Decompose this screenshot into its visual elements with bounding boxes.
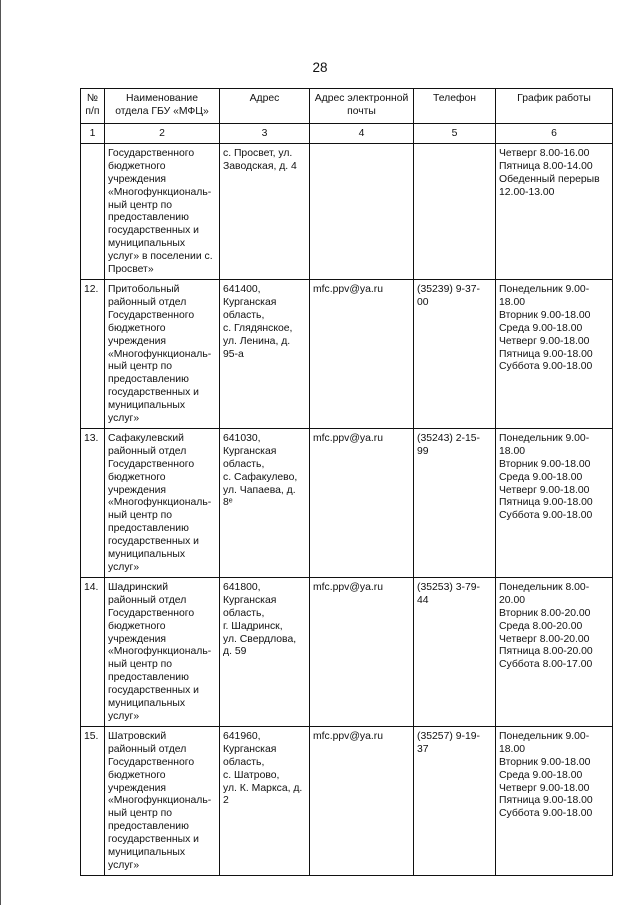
cell-office-name-line: предоставлению bbox=[108, 374, 189, 386]
cell-phone-line: 37 bbox=[417, 743, 429, 755]
cell-schedule-line: Среда 9.00-18.00 bbox=[499, 322, 583, 334]
cell-address-line: область, bbox=[223, 309, 265, 321]
header-cell-name: Наименование отдела ГБУ «МФЦ» bbox=[105, 89, 220, 124]
column-number: 2 bbox=[105, 124, 220, 144]
cell-schedule-line: Пятница 9.00-18.00 bbox=[499, 795, 593, 807]
cell-office-name-line: услуг» bbox=[108, 859, 140, 871]
cell-address-line: Заводская, д. 4 bbox=[223, 160, 297, 172]
cell-schedule-line: Пятница 8.00-20.00 bbox=[499, 646, 593, 658]
cell-schedule-line: Четверг 9.00-18.00 bbox=[499, 335, 590, 347]
cell-office-name-line: услуг» bbox=[108, 562, 140, 573]
cell-schedule-line: 12.00-13.00 bbox=[499, 186, 555, 198]
cell-office-name-line: «Многофункциональ- bbox=[108, 348, 212, 360]
cell-office-name-line: бюджетного bbox=[108, 322, 166, 334]
cell-office-name-line: Притобольный bbox=[108, 283, 180, 295]
cell-office-name-line: Государственного bbox=[108, 309, 195, 321]
cell-address bbox=[220, 428, 310, 577]
cell-office-name-line: муниципальных bbox=[108, 698, 186, 710]
cell-office-name-line: районный отдел bbox=[108, 296, 187, 308]
cell-address bbox=[220, 143, 310, 279]
cell-schedule-line: Среда 9.00-18.00 bbox=[499, 471, 583, 483]
cell-address-line: Курганская bbox=[223, 445, 277, 457]
cell-office-name-line: государственных и bbox=[108, 387, 199, 399]
column-number: 3 bbox=[220, 124, 310, 144]
cell-phone-line: (35239) 9-37- bbox=[417, 283, 480, 295]
page-number: 28 bbox=[312, 60, 328, 75]
cell-office-name-line: муниципальных bbox=[108, 238, 186, 250]
cell-office-name-line: государственных и bbox=[108, 225, 199, 237]
cell-office-name-line: учреждения bbox=[108, 484, 167, 496]
cell-schedule bbox=[496, 577, 613, 726]
cell-office-name-line: «Многофункциональ- bbox=[108, 497, 212, 509]
cell-num: 13. bbox=[81, 428, 105, 577]
cell-address-line: область, bbox=[223, 756, 265, 768]
mfc-offices-table bbox=[80, 88, 613, 876]
column-number: 6 bbox=[496, 124, 613, 144]
cell-num bbox=[81, 143, 105, 279]
cell-address bbox=[220, 279, 310, 428]
cell-office-name-line: предоставлению bbox=[108, 523, 189, 535]
cell-schedule bbox=[496, 726, 613, 875]
cell-office-name-line: услуг» bbox=[108, 710, 140, 722]
cell-office-name-line: Просвет» bbox=[108, 264, 154, 276]
cell-office-name-line: бюджетного bbox=[108, 769, 166, 781]
cell-phone bbox=[414, 577, 496, 726]
cell-office-name-line: «Многофункциональ- bbox=[108, 186, 212, 198]
header-cell-address: Адрес bbox=[220, 89, 310, 124]
cell-email: mfc.ppv@ya.ru bbox=[310, 577, 414, 726]
cell-email: mfc.ppv@ya.ru bbox=[310, 428, 414, 577]
cell-num: 14. bbox=[81, 577, 105, 726]
cell-office-name-line: Шатровский bbox=[108, 730, 167, 742]
cell-email: mfc.ppv@ya.ru bbox=[310, 279, 414, 428]
cell-schedule-line: Вторник 9.00-18.00 bbox=[499, 756, 591, 768]
column-number: 5 bbox=[414, 124, 496, 144]
cell-office-name-line: услуг» в поселении с. bbox=[108, 251, 213, 263]
table-row bbox=[81, 279, 613, 428]
cell-phone bbox=[414, 279, 496, 428]
cell-office-name-line: муниципальных bbox=[108, 400, 186, 412]
cell-office-name-line: Государственного bbox=[108, 147, 195, 159]
cell-schedule bbox=[496, 143, 613, 279]
cell-schedule-line: 18.00 bbox=[499, 445, 526, 457]
cell-phone-line: 00 bbox=[417, 296, 429, 308]
cell-num: 12. bbox=[81, 279, 105, 428]
column-number: 4 bbox=[310, 124, 414, 144]
column-numbers-row bbox=[81, 124, 613, 144]
cell-address-line: 8ᵉ bbox=[223, 497, 233, 509]
cell-schedule-line: Понедельник 9.00- bbox=[499, 283, 590, 295]
cell-office-name-line: учреждения bbox=[108, 782, 167, 794]
cell-schedule-line: Понедельник 8.00- bbox=[499, 581, 590, 593]
header-cell-num: № п/п bbox=[81, 89, 105, 124]
cell-office-name-line: «Многофункциональ- bbox=[108, 795, 212, 807]
cell-phone bbox=[414, 428, 496, 577]
cell-schedule-line: Пятница 9.00-18.00 bbox=[499, 348, 593, 360]
cell-schedule-line: 18.00 bbox=[499, 743, 526, 755]
cell-office-name-line: предоставлению bbox=[108, 821, 189, 833]
cell-office-name bbox=[105, 726, 220, 875]
cell-address bbox=[220, 726, 310, 875]
cell-schedule-line: Вторник 9.00-18.00 bbox=[499, 458, 591, 470]
cell-schedule-line: Обеденный перерыв bbox=[499, 173, 600, 185]
cell-office-name bbox=[105, 577, 220, 726]
cell-address-line: ул. К. Маркса, д. bbox=[223, 782, 303, 794]
cell-office-name-line: ный центр по bbox=[108, 808, 173, 820]
cell-address-line: д. 59 bbox=[223, 646, 247, 658]
cell-schedule-line: Пятница 9.00-18.00 bbox=[499, 497, 593, 509]
cell-address-line: область, bbox=[223, 607, 265, 619]
cell-address-line: Курганская bbox=[223, 743, 277, 755]
cell-office-name-line: муниципальных bbox=[108, 549, 186, 561]
header-cell-phone: Телефон bbox=[414, 89, 496, 124]
cell-schedule bbox=[496, 279, 613, 428]
cell-address-line: г. Шадринск, bbox=[223, 620, 283, 632]
cell-office-name-line: «Многофункциональ- bbox=[108, 646, 212, 658]
cell-address-line: 2 bbox=[223, 795, 229, 807]
column-number: 1 bbox=[81, 124, 105, 144]
cell-phone-line: (35243) 2-15- bbox=[417, 432, 480, 444]
cell-office-name-line: учреждения bbox=[108, 633, 167, 645]
cell-address-line: 641030, bbox=[223, 432, 261, 444]
table-body bbox=[81, 89, 613, 876]
cell-office-name-line: государственных и bbox=[108, 536, 199, 548]
cell-address-line: 641960, bbox=[223, 730, 261, 742]
cell-email bbox=[310, 143, 414, 279]
cell-office-name bbox=[105, 143, 220, 279]
cell-office-name-line: учреждения bbox=[108, 335, 167, 347]
cell-address-line: ул. Ленина, д. bbox=[223, 335, 291, 347]
cell-office-name-line: ный центр по bbox=[108, 659, 173, 671]
cell-schedule-line: Суббота 8.00-17.00 bbox=[499, 659, 593, 671]
cell-office-name-line: районный отдел bbox=[108, 445, 187, 457]
cell-schedule-line: Суббота 9.00-18.00 bbox=[499, 361, 593, 373]
cell-schedule-line: Четверг 9.00-18.00 bbox=[499, 484, 590, 496]
cell-office-name-line: районный отдел bbox=[108, 594, 187, 606]
cell-address-line: 95-а bbox=[223, 348, 244, 360]
cell-office-name-line: Шадринский bbox=[108, 581, 169, 593]
cell-phone-line: (35257) 9-19- bbox=[417, 730, 480, 742]
cell-address-line: ул. Чапаева, д. bbox=[223, 484, 296, 496]
cell-office-name-line: муниципальных bbox=[108, 847, 186, 859]
table-row bbox=[81, 577, 613, 726]
cell-phone-line: 99 bbox=[417, 445, 429, 457]
table-row bbox=[81, 143, 613, 279]
cell-schedule-line: Понедельник 9.00- bbox=[499, 432, 590, 444]
table-row bbox=[81, 726, 613, 875]
cell-address-line: 641400, bbox=[223, 283, 261, 295]
header-cell-schedule: График работы bbox=[496, 89, 613, 124]
cell-address-line: с. Глядянское, bbox=[223, 322, 293, 334]
cell-office-name-line: услуг» bbox=[108, 413, 140, 425]
cell-schedule-line: Среда 9.00-18.00 bbox=[499, 769, 583, 781]
cell-address-line: ул. Свердлова, bbox=[223, 633, 297, 645]
cell-schedule-line: 20.00 bbox=[499, 594, 526, 606]
cell-office-name-line: государственных и bbox=[108, 685, 199, 697]
cell-num: 15. bbox=[81, 726, 105, 875]
cell-office-name-line: Государственного bbox=[108, 607, 195, 619]
cell-address-line: область, bbox=[223, 458, 265, 470]
cell-office-name-line: бюджетного bbox=[108, 620, 166, 632]
cell-address-line: Курганская bbox=[223, 296, 277, 308]
cell-office-name-line: ный центр по bbox=[108, 510, 173, 522]
cell-office-name-line: Государственного bbox=[108, 756, 195, 768]
cell-schedule-line: Суббота 9.00-18.00 bbox=[499, 808, 593, 820]
cell-phone-line: (35253) 3-79- bbox=[417, 581, 480, 593]
header-row bbox=[81, 89, 613, 124]
cell-office-name-line: учреждения bbox=[108, 173, 167, 185]
cell-schedule-line: Понедельник 9.00- bbox=[499, 730, 590, 742]
cell-email: mfc.ppv@ya.ru bbox=[310, 726, 414, 875]
cell-office-name-line: бюджетного bbox=[108, 160, 166, 172]
cell-office-name-line: предоставлению bbox=[108, 212, 189, 224]
cell-office-name-line: бюджетного bbox=[108, 471, 166, 483]
cell-office-name-line: предоставлению bbox=[108, 672, 189, 684]
cell-schedule-line: Суббота 9.00-18.00 bbox=[499, 510, 593, 522]
cell-phone bbox=[414, 726, 496, 875]
cell-schedule-line: Пятница 8.00-14.00 bbox=[499, 160, 593, 172]
cell-schedule bbox=[496, 428, 613, 577]
cell-office-name-line: государственных и bbox=[108, 834, 199, 846]
table-row bbox=[81, 428, 613, 577]
cell-phone-line: 44 bbox=[417, 594, 429, 606]
cell-office-name-line: Сафакулевский bbox=[108, 432, 184, 444]
cell-address-line: с. Просвет, ул. bbox=[223, 147, 293, 159]
cell-address-line: 641800, bbox=[223, 581, 261, 593]
page-edge bbox=[0, 0, 1, 905]
cell-schedule-line: Четверг 8.00-20.00 bbox=[499, 633, 590, 645]
cell-office-name bbox=[105, 428, 220, 577]
cell-address-line: с. Шатрово, bbox=[223, 769, 280, 781]
cell-office-name-line: Государственного bbox=[108, 458, 195, 470]
cell-schedule-line: Четверг 9.00-18.00 bbox=[499, 782, 590, 794]
cell-address-line: с. Сафакулево, bbox=[223, 471, 298, 483]
cell-office-name-line: районный отдел bbox=[108, 743, 187, 755]
cell-office-name-line: ный центр по bbox=[108, 199, 173, 211]
cell-schedule-line: Вторник 9.00-18.00 bbox=[499, 309, 591, 321]
cell-schedule-line: Вторник 8.00-20.00 bbox=[499, 607, 591, 619]
cell-office-name bbox=[105, 279, 220, 428]
cell-schedule-line: Четверг 8.00-16.00 bbox=[499, 147, 590, 159]
header-cell-email: Адрес электронной почты bbox=[310, 89, 414, 124]
cell-schedule-line: Среда 8.00-20.00 bbox=[499, 620, 583, 632]
cell-office-name-line: ный центр по bbox=[108, 361, 173, 373]
cell-schedule-line: 18.00 bbox=[499, 296, 526, 308]
cell-phone bbox=[414, 143, 496, 279]
cell-address-line: Курганская bbox=[223, 594, 277, 606]
cell-address bbox=[220, 577, 310, 726]
